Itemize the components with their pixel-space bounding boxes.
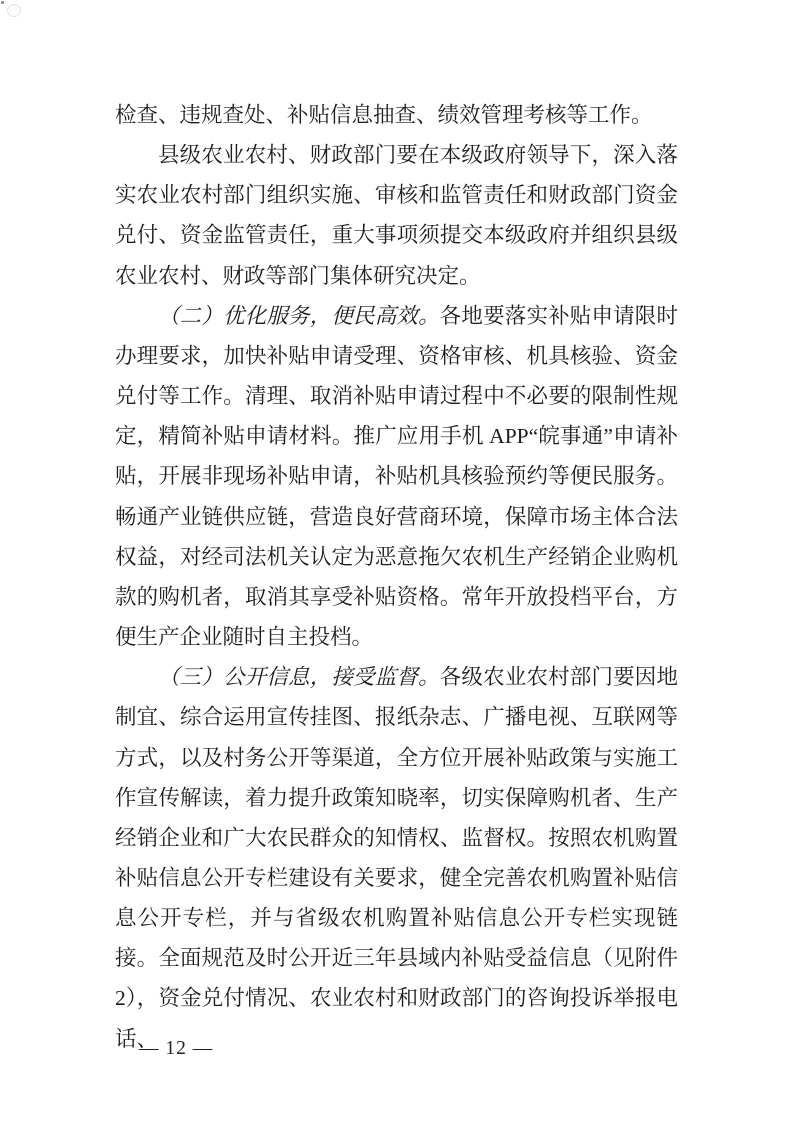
paragraph <box>115 296 678 657</box>
paragraph <box>115 657 678 1059</box>
section-heading: （二）优化服务，便民高效。 <box>158 303 440 328</box>
document-body <box>115 95 678 1059</box>
paragraph-text: 各级农业农村部门要因地制宜、综合运用宣传挂图、报纸杂志、广播电视、互联网等方式，以及村务公开等渠道，全方位开展补贴政策与实施工作宣传解读，着力提升政策知晓率，切实保障购机者、生产经销企业和广大农民群众的知情权、监督权。按照农机购置补贴信息公开专栏建设有关要求，健全完善农机购置补贴信息公开专栏，并与省级农机购置补贴信息公开专栏实现链接。全面规范及时公开近三年县域内补贴受益信息（见附件 2），资金兑付情况、农业农村和财政部门的咨询投诉举报电话、 <box>115 665 678 1051</box>
page-number: — 12 — <box>139 1038 214 1059</box>
paragraph-text: 检查、违规查处、补贴信息抽查、绩效管理考核等工作。 <box>115 103 653 127</box>
paragraph-text: 县级农业农村、财政部门要在本级政府领导下，深入落实农业农村部门组织实施、审核和监管责任和财政部门资金兑付、资金监管责任，重大事项须提交本级政府并组织县级农业农村、财政等部门集体研究决定。 <box>115 143 678 288</box>
paragraph-text: 各地要落实补贴申请限时办理要求，加快补贴申请受理、资格审核、机具核验、资金兑付等工作。清理、取消补贴申请过程中不必要的限制性规定，精简补贴申请材料。推广应用手机 APP“皖事通”申请补贴，开展非现场补贴申请，补贴机具核验预约等便民服务。畅通产业链供应链，营造良好营商环境，保障市场主体合法权益，对经司法机关认定为恶意拖欠农机生产经销企业购机款的购机者，取消其享受补贴资格。常年开放投档平台，方便生产企业随时自主投档。 <box>115 303 678 650</box>
section-heading: （三）公开信息，接受监督。 <box>158 665 440 690</box>
paragraph <box>115 95 678 135</box>
scan-artifact <box>0 0 24 20</box>
paragraph <box>115 135 678 296</box>
